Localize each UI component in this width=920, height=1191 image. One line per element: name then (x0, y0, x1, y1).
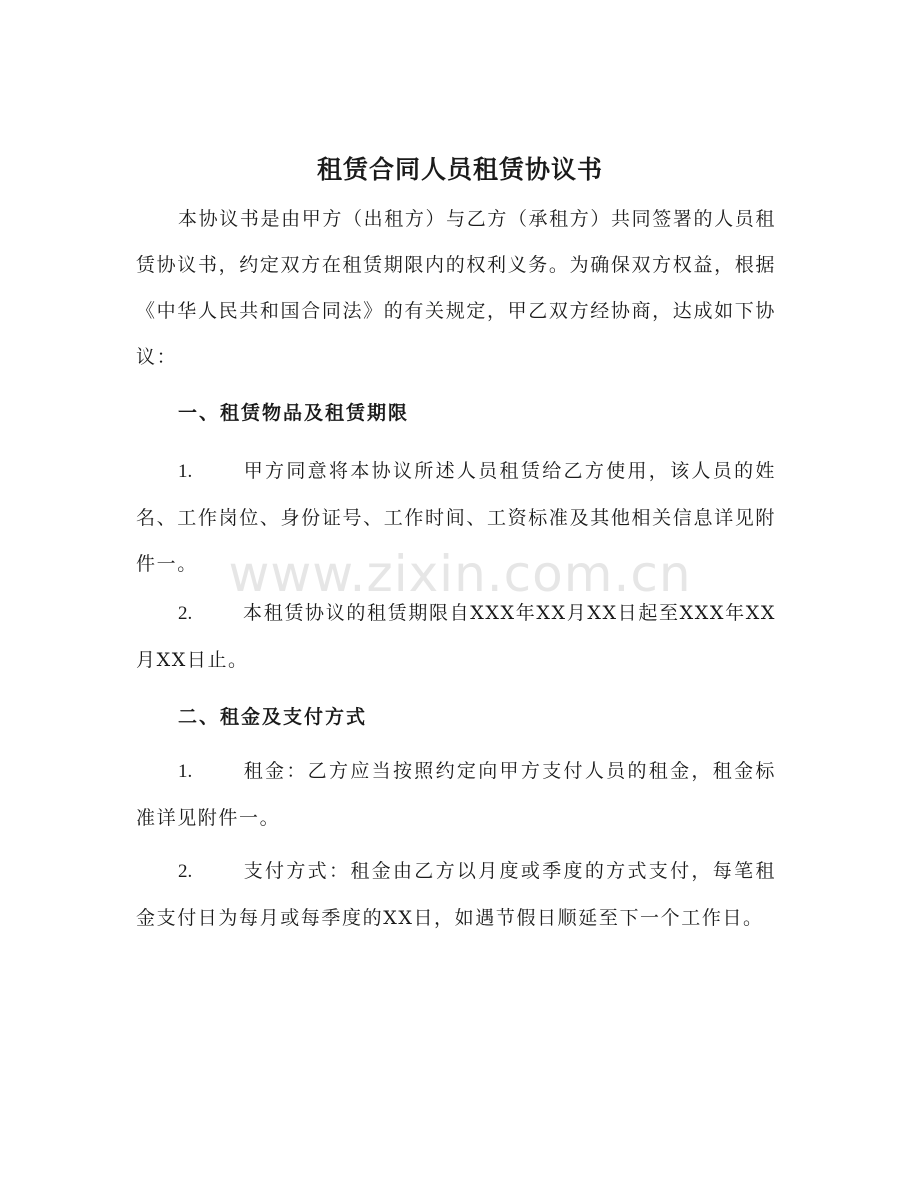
document-title: 租赁合同人员租赁协议书 (316, 155, 603, 184)
section-1-item-2 (136, 590, 776, 683)
item-text: 租金：乙方应当按照约定向甲方支付人员的租金，租金标准详见附件一。 (136, 760, 776, 829)
item-number: 1. (178, 761, 193, 782)
section-heading-1: 一、租赁物品及租赁期限 (178, 402, 410, 424)
section-1-item-1 (136, 448, 776, 587)
watermark: www.zixin.com.cn (228, 545, 692, 603)
item-text: 甲方同意将本协议所述人员租赁给乙方使用，该人员的姓名、工作岗位、身份证号、工作时间、工资标准及其他相关信息详见附件一。 (136, 460, 776, 575)
item-number: 1. (178, 461, 193, 482)
item-number: 2. (178, 861, 193, 882)
section-2-item-1 (136, 748, 776, 841)
item-text: 支付方式：租金由乙方以月度或季度的方式支付，每笔租金支付日为每月或每季度的XX日，如遇节假日顺延至下一个工作日。 (136, 860, 776, 929)
item-number: 2. (178, 603, 193, 624)
intro-paragraph: 本协议书是由甲方（出租方）与乙方（承租方）共同签署的人员租赁协议书，约定双方在租赁期限内的权利义务。为确保双方权益，根据《中华人民共和国合同法》的有关规定，甲乙双方经协商，达成如下协议： (136, 208, 776, 368)
item-text: 本租赁协议的租赁期限自XXX年XX月XX日起至XXX年XX月XX日止。 (136, 602, 776, 671)
section-heading-2: 二、租金及支付方式 (178, 706, 368, 728)
section-2-item-2 (136, 848, 776, 941)
